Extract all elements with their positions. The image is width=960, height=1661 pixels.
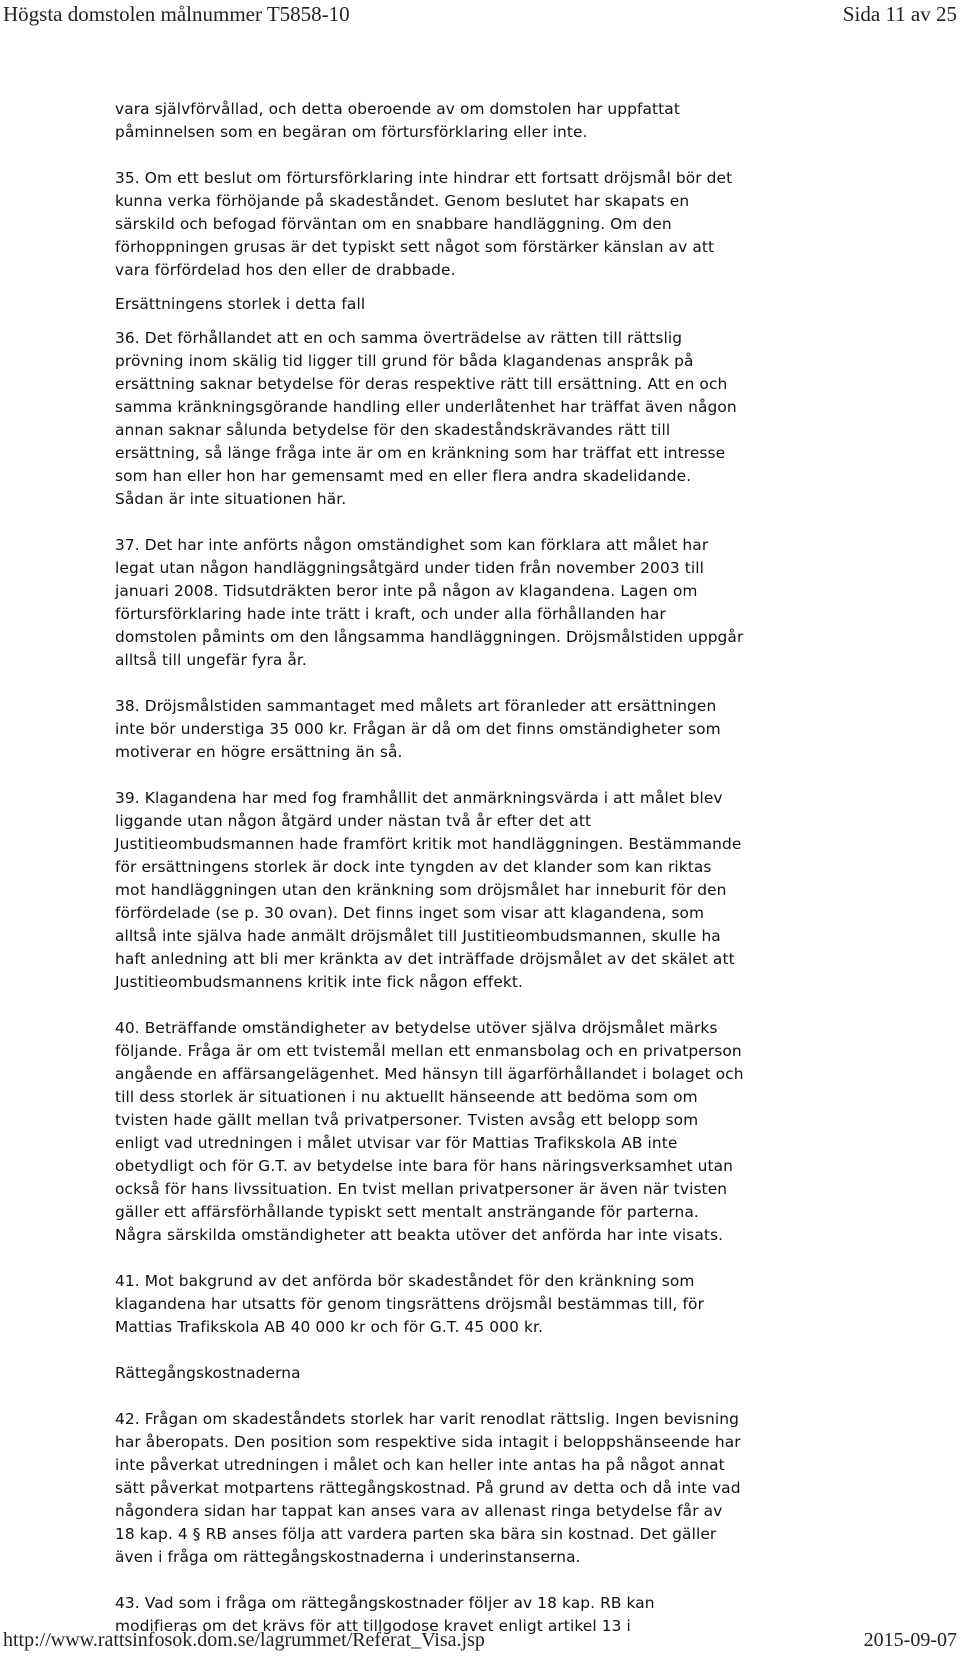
paragraph-37: 37. Det har inte anförts någon omständighet som kan förklara att målet har legat utan någon handläggningsåtgärd under tiden från november 2003 till januari 2008. Tidsutdräkten beror inte på någon av klagandena. Lagen om förtursförklaring hade inte trätt i kraft, och under alla förhållanden har domstolen påmints om den långsamma handläggningen. Dröjsmålstiden uppgår alltså till ungefär fyra år.: [115, 536, 744, 669]
paragraph-36: 36. Det förhållandet att en och samma överträdelse av rätten till rättslig prövning inom skälig tid ligger till grund för båda klagandenas anspråk på ersättning saknar betydelse för deras respektive rätt till ersättning. Att en och samma kränkningsgörande handling eller underlåtenhet har träffat även någon annan saknar sålunda betydelse för den skadeståndskrävandes rätt till ersättning, så länge fråga inte är om en kränkning som har träffat ett intresse som han eller hon har gemensamt med en eller flera andra skadelidande. Sådan är inte situationen här.: [115, 329, 737, 508]
paragraph-39: 39. Klagandena har med fog framhållit det anmärkningsvärda i att målet blev liggande utan någon åtgärd under nästan två år efter det att Justitieombudsmannen hade framfört kritik mot handläggningen. Bestämmande för ersättningens storlek är dock inte tyngden av det klander som kan riktas mot handläggningen utan den kränkning som dröjsmålet har inneburit för den förfördelade (se p. 30 ovan). Det finns inget som visar att klagandena, som alltså inte själva hade anmält dröjsmålet till Justitieombudsmannen, skulle ha haft anledning att bli mer kränkta av det inträffade dröjsmålet av det skälet att Justitieombudsmannens kritik inte fick någon effekt.: [115, 789, 742, 991]
footer-date: 2015-09-07: [863, 1629, 957, 1651]
page-footer: [0, 1626, 960, 1654]
paragraph-42: 42. Frågan om skadeståndets storlek har varit renodlat rättslig. Ingen bevisning har åberopats. Den position som respektive sida intagit i beloppshänseende har inte påverkat utredningen i målet och kan heller inte antas ha på något annat sätt påverkat motpartens rättegångskostnad. På grund av detta och då inte vad någondera sidan har tappat kan anses vara av allenast ringa betydelse får av 18 kap. 4 § RB anses följa att vardera parten ska bära sin kostnad. Det gäller även i fråga om rättegångskostnaderna i underinstanserna.: [115, 1410, 741, 1566]
section-heading-legal-costs: Rättegångskostnaderna: [115, 1364, 301, 1382]
footer-url: http://www.rattsinfosok.dom.se/lagrummet/Referat_Visa.jsp: [3, 1629, 485, 1651]
paragraph-38: 38. Dröjsmålstiden sammantaget med målets art föranleder att ersättningen inte bör understiga 35 000 kr. Frågan är då om det finns omständigheter som motiverar en högre ersättning än så.: [115, 697, 721, 761]
document-title: Högsta domstolen målnummer T5858-10: [3, 2, 350, 26]
page-number: Sida 11 av 25: [842, 2, 957, 26]
paragraph-41: 41. Mot bakgrund av det anförda bör skadeståndet för den kränkning som klagandena har utsatts för genom tingsrättens dröjsmål bestämmas till, för Mattias Trafikskola AB 40 000 kr och för G.T. 45 000 kr.: [115, 1272, 704, 1336]
paragraph-43: 43. Vad som i fråga om rättegångskostnader följer av 18 kap. RB kan modifieras om det krävs för att tillgodose kravet enligt artikel 13 i: [115, 1594, 655, 1635]
section-heading-compensation: Ersättningens storlek i detta fall: [115, 295, 366, 313]
paragraph-intro: vara självförvållad, och detta oberoende av om domstolen har uppfattat påminnelsen som en begäran om förtursförklaring eller inte.: [115, 100, 680, 141]
paragraph-40: 40. Beträffande omständigheter av betydelse utöver själva dröjsmålet märks följande. Fråga är om ett tvistemål mellan ett enmansbolag och en privatperson angående en affärsangelägenhet. Med hänsyn till ägarförhållandet i bolaget och till dess storlek är situationen i nu aktuellt hänseende att bedöma som om tvisten hade gällt mellan två privatpersoner. Tvisten avsåg ett belopp som enligt vad utredningen i målet utvisar var för Mattias Trafikskola AB inte obetydligt och för G.T. av betydelse inte bara för hans näringsverksamhet utan också för hans livssituation. En tvist mellan privatpersoner är även när tvisten gäller ett affärsförhållande typiskt sett mentalt ansträngande för parterna. Några särskilda omständigheter att beakta utöver det anförda har inte visats.: [115, 1019, 744, 1244]
document-body: [115, 98, 835, 1661]
paragraph-35: 35. Om ett beslut om förtursförklaring inte hindrar ett fortsatt dröjsmål bör det kunna verka förhöjande på skadeståndet. Genom beslutet har skapats en särskild och befogad förväntan om en snabbare handläggning. Om den förhoppningen grusas är det typiskt sett något som förstärker känslan av att vara förfördelad hos den eller de drabbade.: [115, 169, 733, 279]
page-header: [0, 0, 960, 28]
